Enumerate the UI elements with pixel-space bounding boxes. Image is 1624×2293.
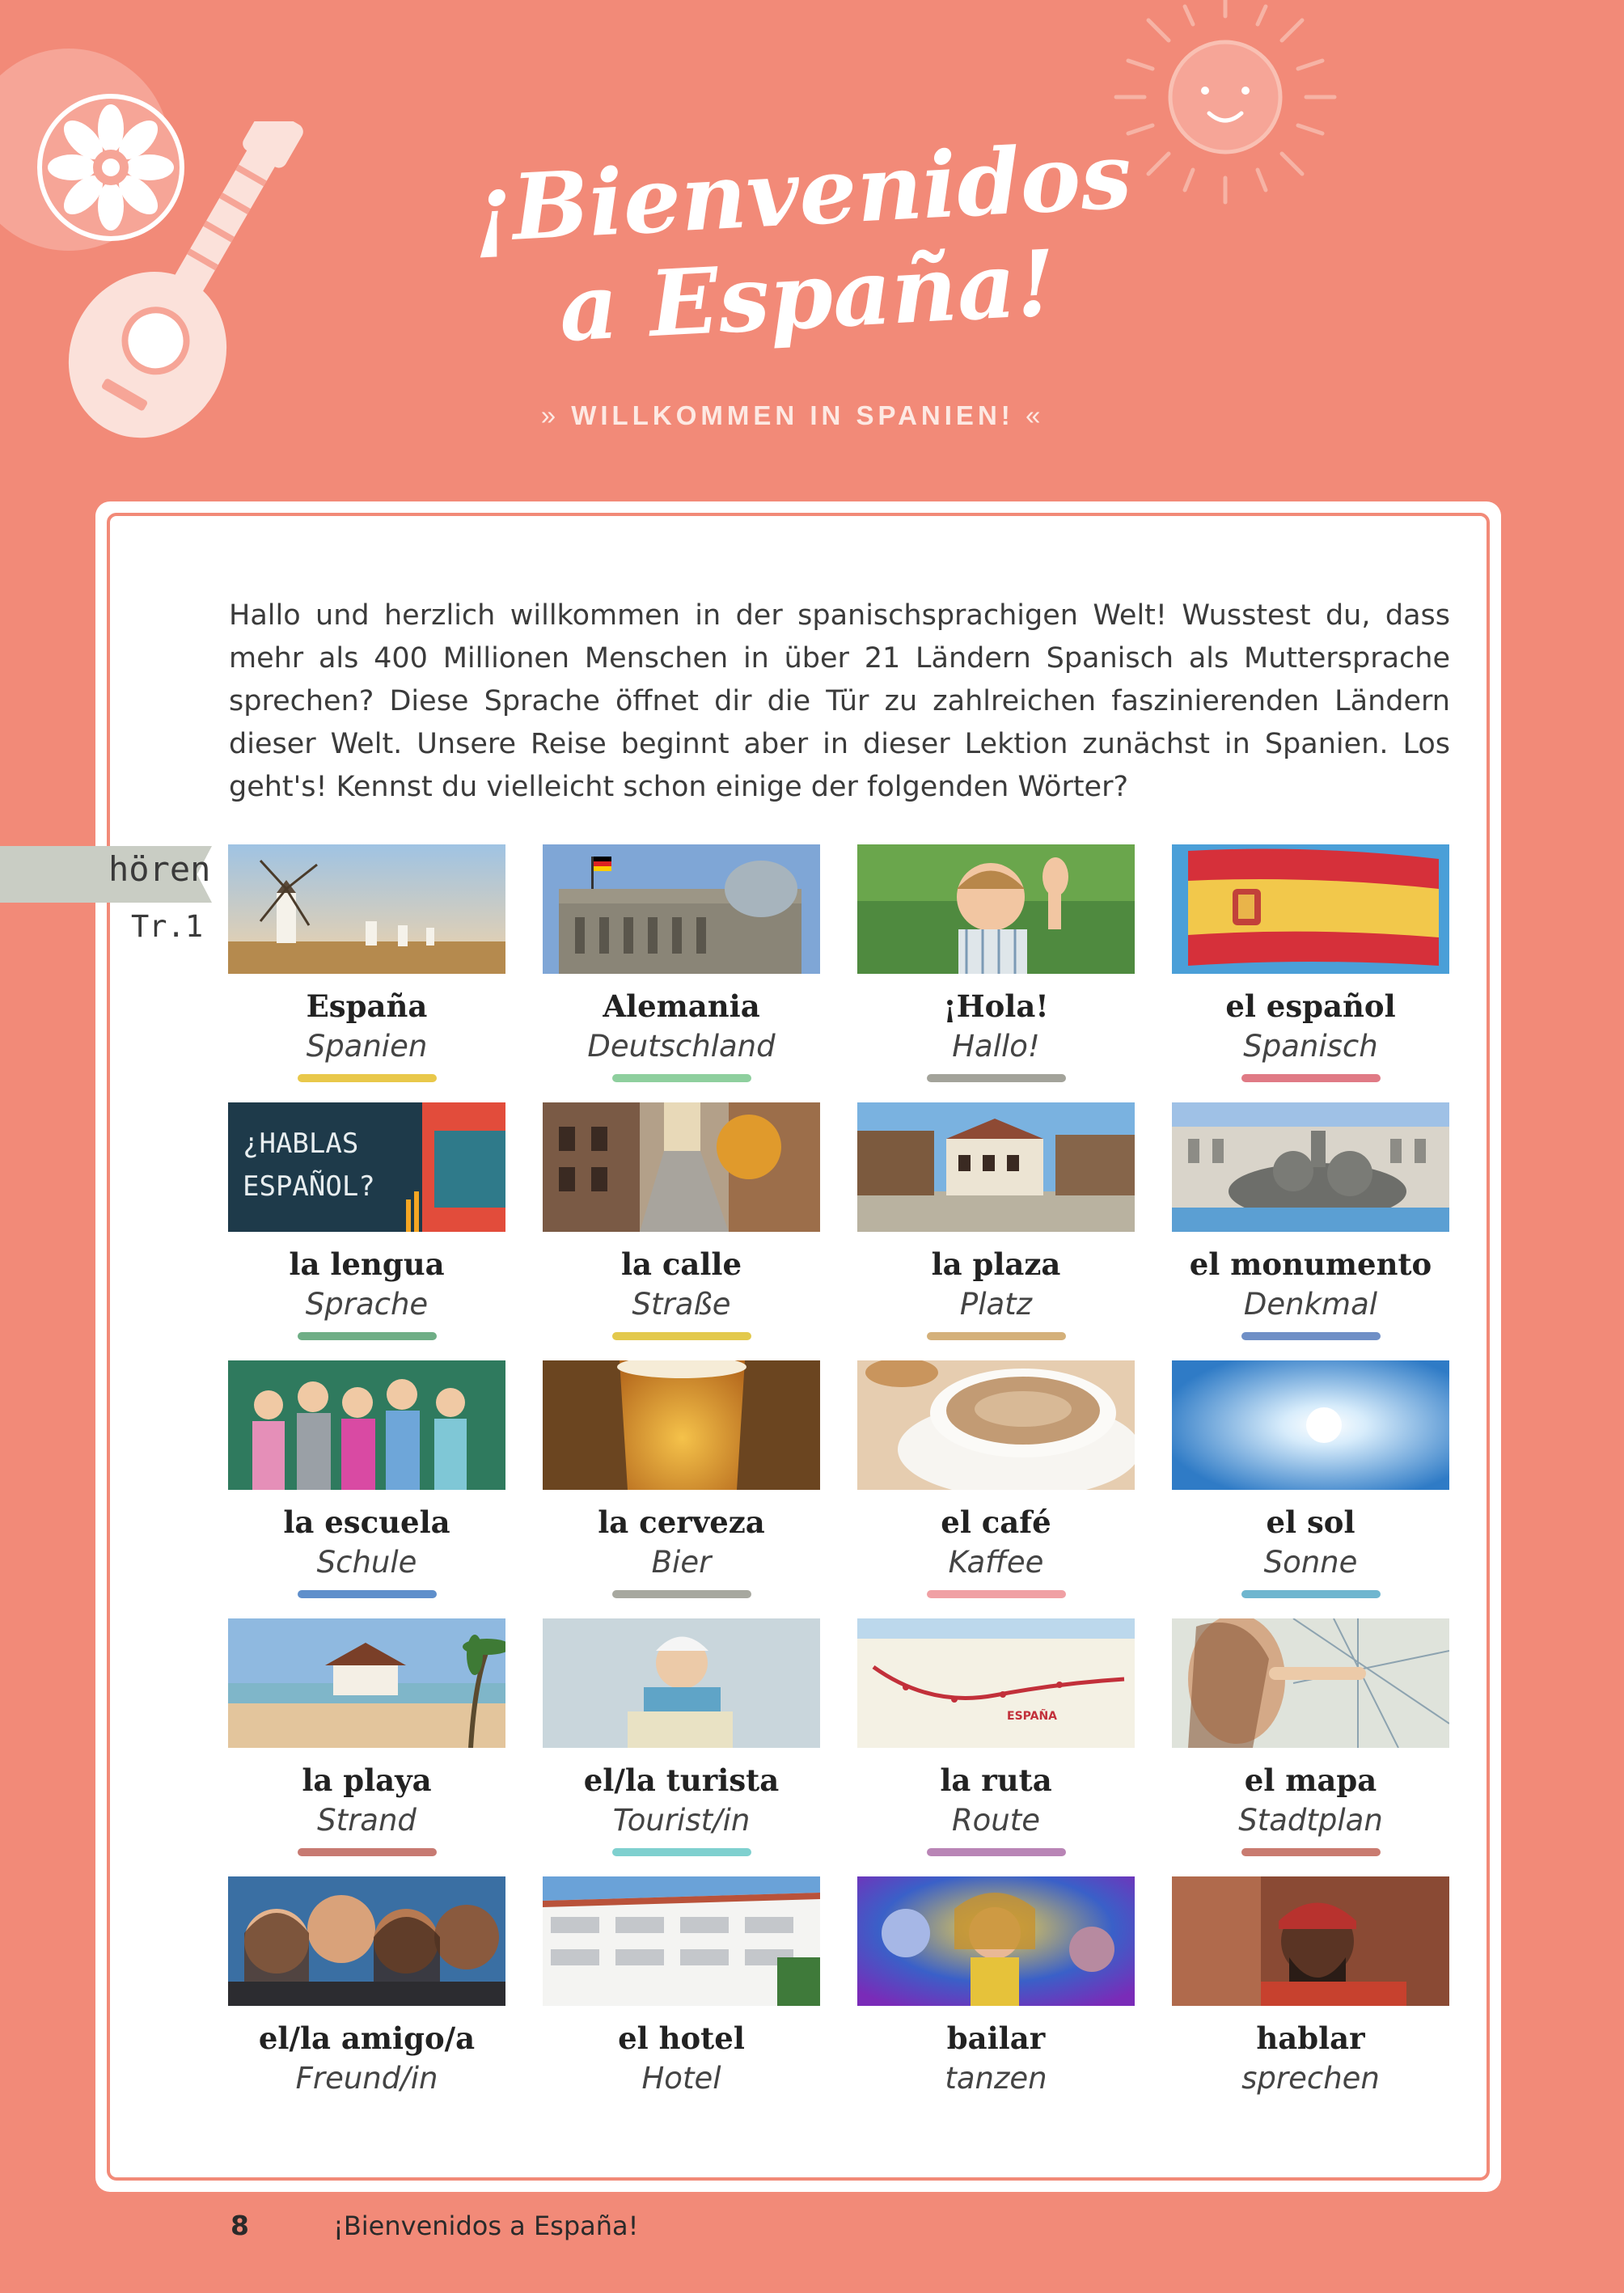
vocab-item [857,1618,1135,1876]
photo-sun-sky [1172,1360,1449,1490]
photo-cibeles-fountain [1172,1102,1449,1232]
color-stroke [1241,1848,1381,1856]
guitar-icon [44,121,319,469]
photo-man-speaking [1172,1876,1449,2006]
vocab-word: el hotel [618,2020,745,2056]
vocab-word: la playa [302,1762,432,1798]
vocab-translation: Spanien [306,1029,428,1064]
vocab-word: el monumento [1189,1246,1432,1282]
vocab-item [543,1876,820,2134]
title-line-2: a España! [556,230,1059,362]
vocab-translation: Hotel [641,2061,721,2096]
vocab-word: Alemania [603,988,760,1024]
arrow-left-icon: « [1025,400,1045,430]
vocab-translation: Freund/in [295,2061,438,2096]
audio-track-label: Tr.1 [131,909,204,944]
vocab-translation: Deutschland [587,1029,776,1064]
color-stroke [927,1332,1066,1340]
vocab-translation: Stadtplan [1238,1803,1383,1838]
color-stroke [298,1590,437,1598]
vocab-word: la escuela [283,1504,450,1540]
vocab-item [857,1102,1135,1360]
subtitle-text: WILLKOMMEN IN SPANIEN! [571,400,1014,430]
vocab-item [1172,844,1449,1102]
color-stroke [927,1848,1066,1856]
vocab-translation: sprechen [1241,2061,1380,2096]
vocab-word: la plaza [931,1246,1061,1282]
audio-tab-label[interactable]: hören [108,849,211,889]
arrow-right-icon: » [540,400,560,430]
vocab-item [1172,1618,1449,1876]
vocab-translation: Sonne [1263,1545,1358,1580]
photo-friends [228,1876,505,2006]
vocab-translation: Kaffee [948,1545,1044,1580]
vocab-translation: tanzen [945,2061,1047,2096]
photo-reichstag-building [543,844,820,974]
photo-dancing [857,1876,1135,2006]
vocab-translation: Platz [959,1287,1033,1322]
photo-waving-child [857,844,1135,974]
photo-chalkboard-hablas-espanol [228,1102,505,1232]
color-stroke [612,1332,751,1340]
vocab-word: España [306,988,428,1024]
vocab-item [1172,1360,1449,1618]
photo-coffee-cup [857,1360,1135,1490]
vocab-item [857,1876,1135,2134]
color-stroke [1241,1332,1381,1340]
vocab-word: hablar [1256,2020,1365,2056]
vocab-item [857,844,1135,1102]
vocab-item [857,1360,1135,1618]
vocab-item [228,844,505,1102]
svg-text:ESPAÑA: ESPAÑA [1007,1710,1058,1723]
vocab-word: el café [941,1504,1051,1540]
vocab-translation: Straße [632,1287,731,1322]
vocab-word: el sol [1266,1504,1355,1540]
vocab-translation: Schule [316,1545,417,1580]
page-title [416,121,1194,368]
title-line-1: ¡Bienvenidos [470,122,1135,264]
color-stroke [927,1590,1066,1598]
photo-hotel [543,1876,820,2006]
intro-paragraph: Hallo und herzlich willkommen in der spanischsprachigen Welt! Wusstest du, dass mehr als 400 Millionen Menschen in über 21 Ländern Spanisch als Muttersprache sprechen? Diese Sprache öffnet dir die Tür zu zahlreichen faszinierenden Ländern dieser Welt. Unsere Reise beginnt aber in dieser Lektion zunächst in Spanien. Los geht's! Kennst du vielleicht schon einige der folgenden Wörter? [229,599,1450,803]
vocab-grid [228,844,1453,2134]
svg-text:ESPAÑOL?: ESPAÑOL? [243,1170,375,1203]
vocab-item [543,1102,820,1360]
vocab-word: la ruta [940,1762,1052,1798]
page-subtitle [485,400,1100,431]
vocab-word: ¡Hola! [943,988,1049,1024]
color-stroke [612,1848,751,1856]
photo-tourist-with-map [543,1618,820,1748]
vocab-item [543,1618,820,1876]
vocab-translation: Tourist/in [612,1803,751,1838]
vocab-translation: Sprache [305,1287,429,1322]
vocab-word: el/la turista [583,1762,780,1798]
vocab-word: el/la amigo/a [258,2020,476,2056]
vocab-item [543,844,820,1102]
color-stroke [1241,1590,1381,1598]
page-number: 8 [230,2210,249,2241]
vocab-item [228,1360,505,1618]
vocab-word: la cerveza [598,1504,765,1540]
vocab-translation: Route [951,1803,1041,1838]
photo-beach [228,1618,505,1748]
svg-text:¿HABLAS: ¿HABLAS [243,1127,359,1160]
photo-windmills [228,844,505,974]
vocab-translation: Spanisch [1243,1029,1378,1064]
photo-school-children [228,1360,505,1490]
vocab-item [228,1102,505,1360]
photo-spanish-flag [1172,844,1449,974]
photo-route-map [857,1618,1135,1748]
vocab-item [1172,1102,1449,1360]
color-stroke [298,1332,437,1340]
vocab-item [228,1618,505,1876]
vocab-word: bailar [946,2020,1046,2056]
vocab-translation: Strand [317,1803,417,1838]
color-stroke [298,1074,437,1082]
color-stroke [1241,1074,1381,1082]
color-stroke [612,1074,751,1082]
vocab-item [543,1360,820,1618]
vocab-item [228,1876,505,2134]
vocab-item [1172,1876,1449,2134]
photo-town-square [857,1102,1135,1232]
vocab-translation: Denkmal [1243,1287,1378,1322]
color-stroke [927,1074,1066,1082]
photo-city-map [1172,1618,1449,1748]
vocab-translation: Bier [651,1545,712,1580]
photo-street [543,1102,820,1232]
color-stroke [298,1848,437,1856]
vocab-word: la calle [620,1246,742,1282]
footer-title: ¡Bienvenidos a España! [333,2211,639,2241]
photo-beer-glass [543,1360,820,1490]
vocab-translation: Hallo! [952,1029,1040,1064]
vocab-word: la lengua [289,1246,445,1282]
vocab-word: el mapa [1244,1762,1377,1798]
vocab-word: el español [1225,988,1396,1024]
color-stroke [612,1590,751,1598]
